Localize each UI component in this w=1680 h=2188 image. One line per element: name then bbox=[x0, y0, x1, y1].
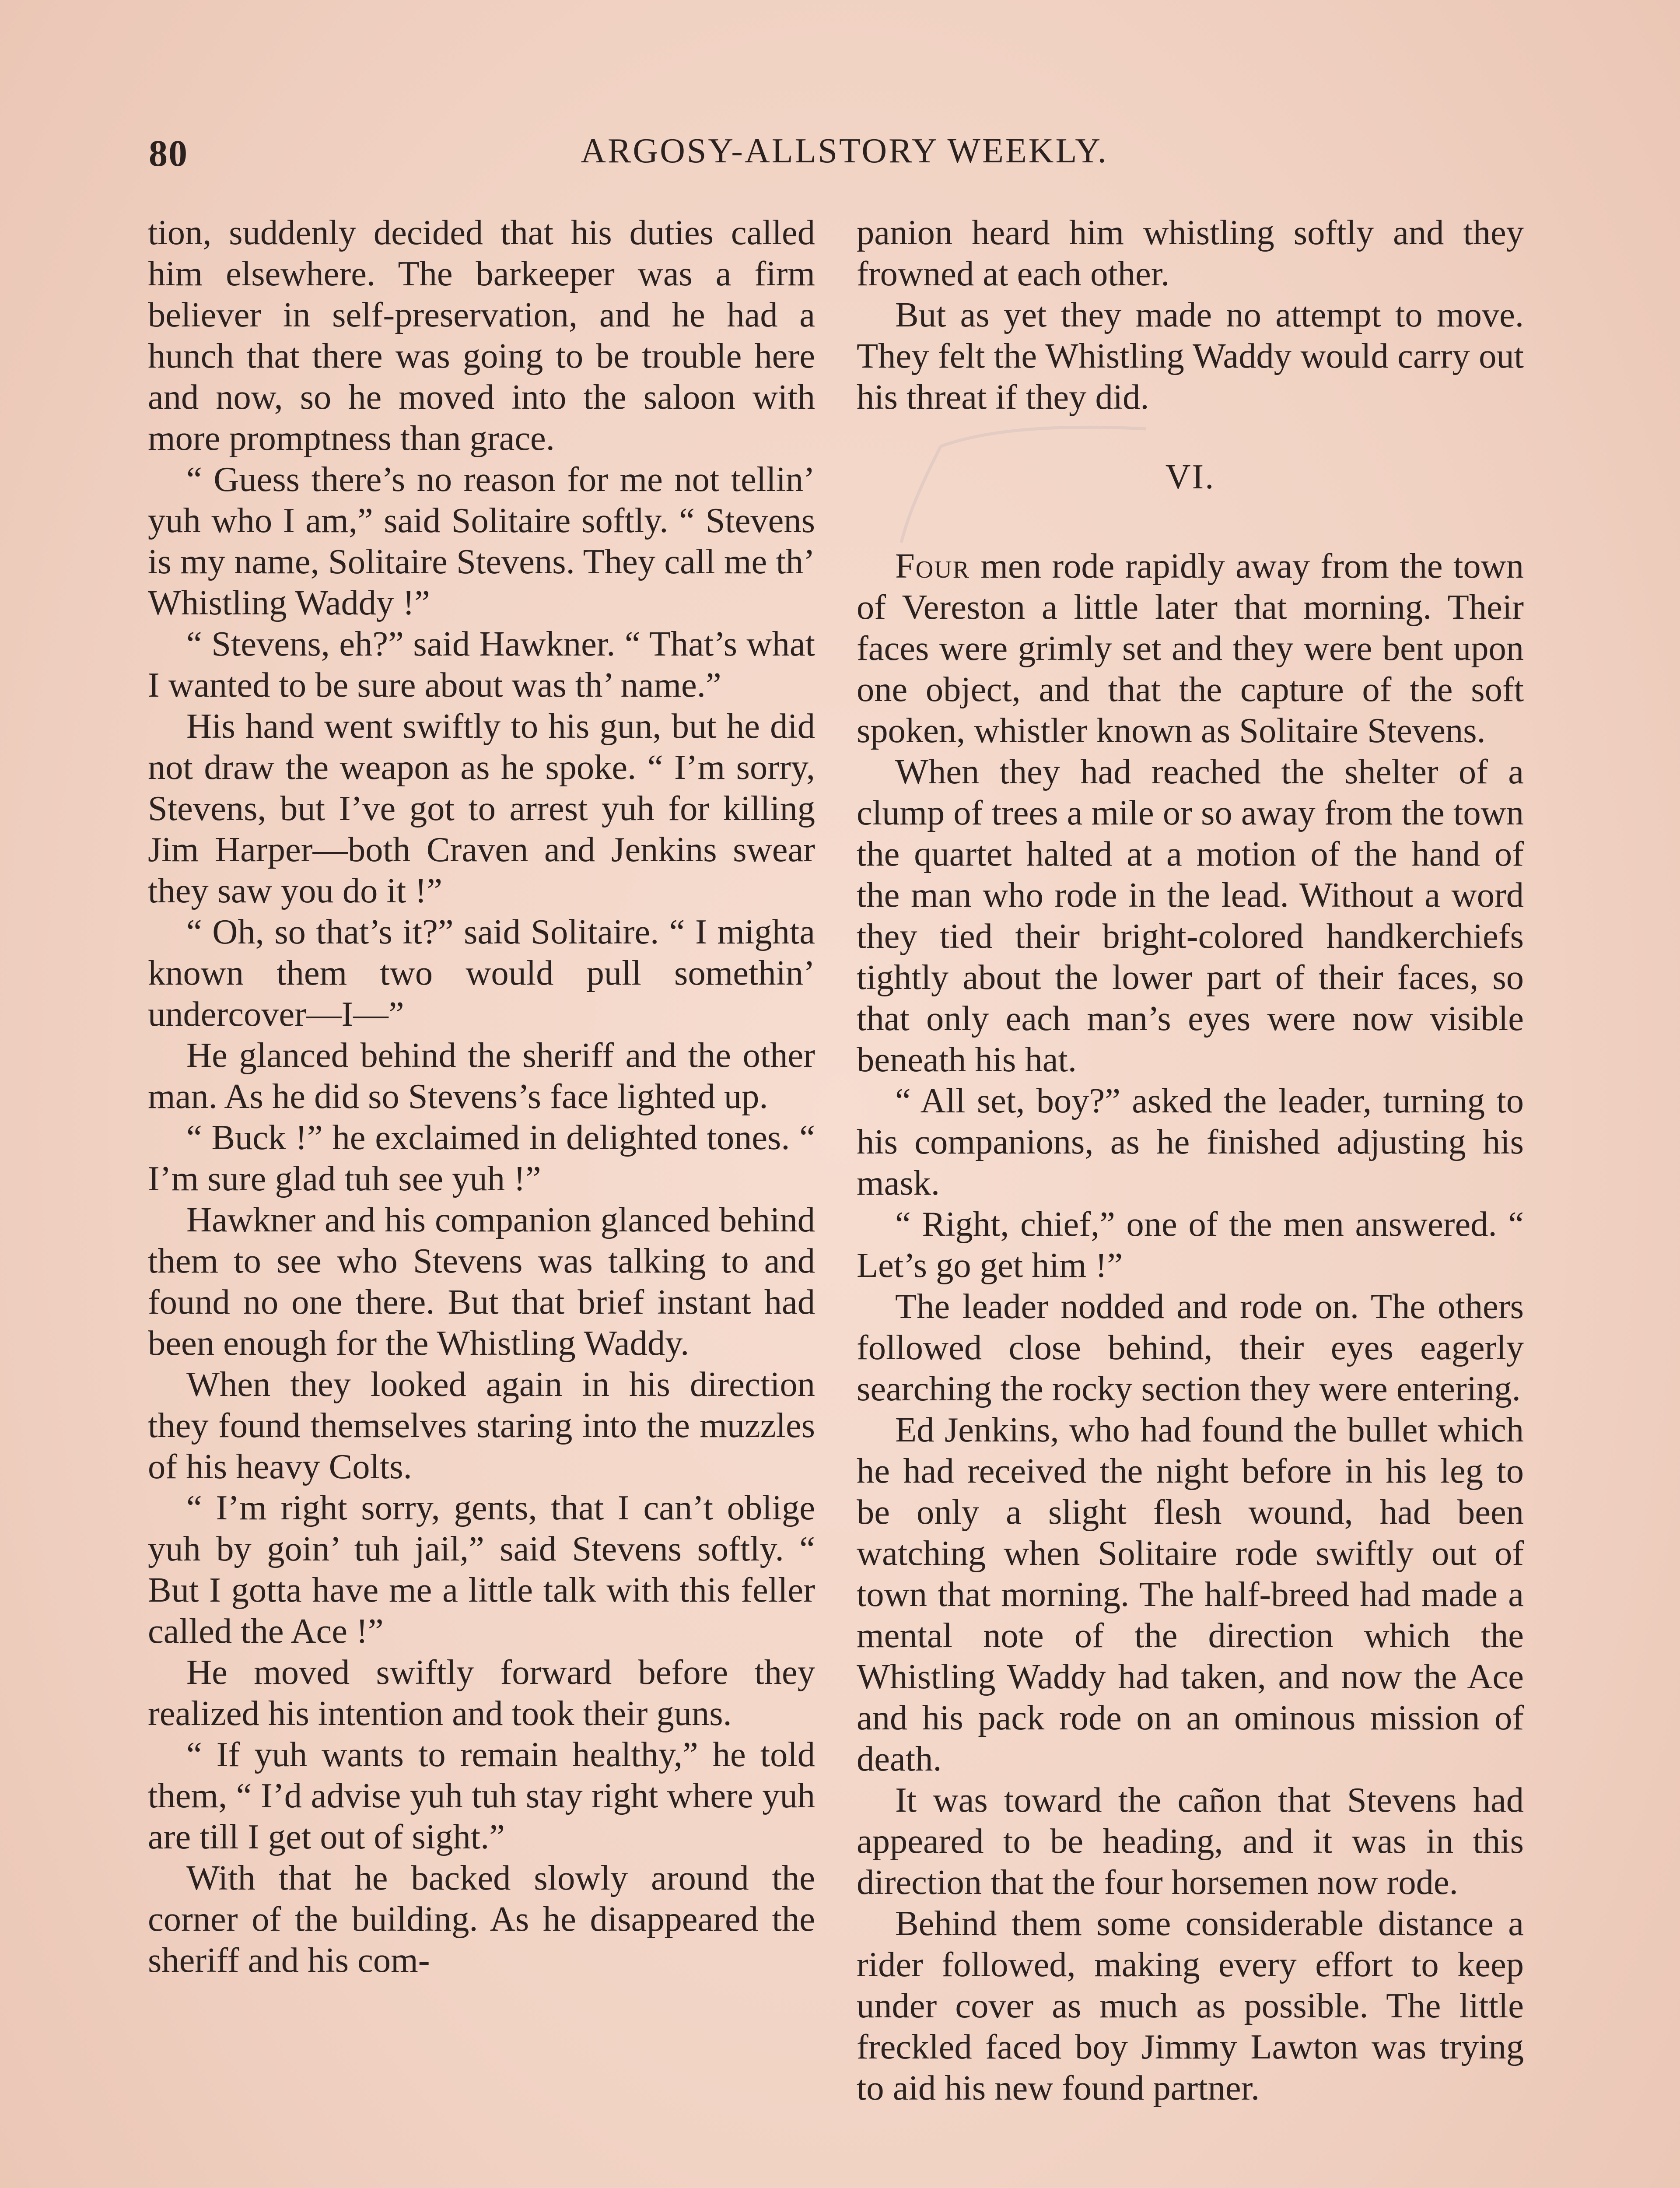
paragraph-text: Ed Jenkins, who had found the bullet which he had received the night before in his leg to be only a slight flesh wound, had been watching when Solitaire rode swiftly out of town that morning. The half-breed had made a mental note of the direction which the Whistling Waddy had taken, and now the Ace and his pack rode on an ominous mission of death. bbox=[857, 1410, 1524, 1778]
page-header bbox=[149, 131, 1540, 193]
section-heading: VI. bbox=[1165, 458, 1215, 496]
paragraph-lead-word: Four bbox=[895, 547, 970, 586]
paragraph bbox=[148, 1035, 815, 1117]
paragraph bbox=[857, 1286, 1524, 1410]
paragraph bbox=[148, 1487, 815, 1652]
paragraph bbox=[857, 295, 1524, 418]
paragraph bbox=[857, 546, 1524, 751]
paragraph-text: “ Buck !” he exclaimed in delighted tones. “ I’m sure glad tuh see yuh !” bbox=[148, 1118, 815, 1198]
paragraph-text: tion, suddenly decided that his duties called him elsewhere. The barkeeper was a firm believer in self-preservation, and he had a hunch that there was going to be trouble here and now, so he moved into the saloon with more promptness than grace. bbox=[148, 213, 815, 458]
paragraph-text: With that he backed slowly around the corner of the building. As he disappeared the sheriff and his com- bbox=[148, 1858, 815, 1980]
paragraph bbox=[857, 1204, 1524, 1286]
paragraph bbox=[857, 1780, 1524, 1903]
paragraph bbox=[148, 1117, 815, 1199]
page-number: 80 bbox=[149, 132, 188, 174]
paragraph-text: He moved swiftly forward before they realized his intention and took their guns. bbox=[148, 1653, 815, 1733]
paragraph-text: It was toward the cañon that Stevens had appeared to be heading, and it was in this direction that the four horsemen now rode. bbox=[857, 1781, 1524, 1902]
paragraph bbox=[148, 1364, 815, 1487]
paragraph-text: He glanced behind the sheriff and the other man. As he did so Stevens’s face lighted up. bbox=[148, 1036, 815, 1116]
paragraph bbox=[148, 1858, 815, 1981]
paragraph-text: “ Right, chief,” one of the men answered. “ Let’s go get him !” bbox=[857, 1205, 1524, 1285]
paragraph-text: Behind them some considerable distance a rider followed, making every effort to keep under cover as much as possible. The little freckled faced boy Jimmy Lawton was trying to aid his new found partner. bbox=[857, 1904, 1524, 2107]
paragraph bbox=[148, 706, 815, 912]
right-column bbox=[857, 212, 1524, 2109]
paragraph-text: His hand went swiftly to his gun, but he did not draw the weapon as he spoke. “ I’m sorry, Stevens, but I’ve got to arrest yuh for killing Jim Harper—both Craven and Jenkins swear they saw you do it !” bbox=[148, 707, 815, 910]
paragraph-text: When they looked again in his direction they found themselves staring into the muzzles of his heavy Colts. bbox=[148, 1365, 815, 1486]
running-title: ARGOSY-ALLSTORY WEEKLY. bbox=[581, 132, 1108, 170]
paragraph-text: But as yet they made no attempt to move. They felt the Whistling Waddy would carry out his threat if they did. bbox=[857, 295, 1524, 417]
paragraph-text: When they had reached the shelter of a clump of trees a mile or so away from the town the quartet halted at a motion of the hand of the man who rode in the lead. Without a word they tied their bright-colored handkerchiefs tightly about the lower part of their faces, so that only each man’s eyes were now visible beneath his hat. bbox=[857, 752, 1524, 1079]
paragraph bbox=[148, 912, 815, 1035]
paragraph bbox=[857, 1903, 1524, 2109]
paragraph-text: men rode rapidly away from the town of Vereston a little later that morning. Their faces were grimly set and they were bent upon one object, and that the capture of the soft spoken, whistler known as Solitaire Stevens. bbox=[857, 547, 1524, 750]
paragraph bbox=[857, 1410, 1524, 1780]
paragraph bbox=[857, 751, 1524, 1080]
paragraph-text: “ I’m right sorry, gents, that I can’t oblige yuh by goin’ tuh jail,” said Stevens softly. “ But I gotta have me a little talk with this feller called the Ace !” bbox=[148, 1488, 815, 1651]
paragraph-text: Hawkner and his companion glanced behind them to see who Stevens was talking to and found no one there. But that brief instant had been enough for the Whistling Waddy. bbox=[148, 1200, 815, 1363]
paragraph bbox=[148, 1734, 815, 1858]
paragraph bbox=[148, 212, 815, 459]
paragraph bbox=[857, 212, 1524, 295]
paragraph bbox=[148, 1199, 815, 1364]
paragraph-text: “ All set, boy?” asked the leader, turning to his companions, as he finished adjusting his mask. bbox=[857, 1081, 1524, 1203]
right-column-top bbox=[857, 212, 1524, 418]
paragraph-text: “ Stevens, eh?” said Hawkner. “ That’s what I wanted to be sure about was th’ name.” bbox=[148, 624, 815, 705]
paragraph-text: “ Oh, so that’s it?” said Solitaire. “ I mighta known them two would pull somethin’ undercover—I—” bbox=[148, 912, 815, 1034]
paragraph-text: The leader nodded and rode on. The others followed close behind, their eyes eagerly searching the rocky section they were entering. bbox=[857, 1287, 1524, 1408]
left-column bbox=[148, 212, 815, 1981]
paragraph bbox=[148, 459, 815, 624]
paragraph-text: panion heard him whistling softly and they frowned at each other. bbox=[857, 213, 1524, 293]
paragraph-text: “ If yuh wants to remain healthy,” he told them, “ I’d advise yuh tuh stay right where yuh are till I get out of sight.” bbox=[148, 1735, 815, 1856]
paragraph bbox=[148, 1652, 815, 1734]
paragraph bbox=[857, 1080, 1524, 1204]
paragraph-text: “ Guess there’s no reason for me not tellin’ yuh who I am,” said Solitaire softly. “ Stevens is my name, Solitaire Stevens. They call me th’ Whistling Waddy !” bbox=[148, 460, 815, 622]
right-column-bottom bbox=[857, 546, 1524, 2109]
paragraph bbox=[148, 624, 815, 706]
